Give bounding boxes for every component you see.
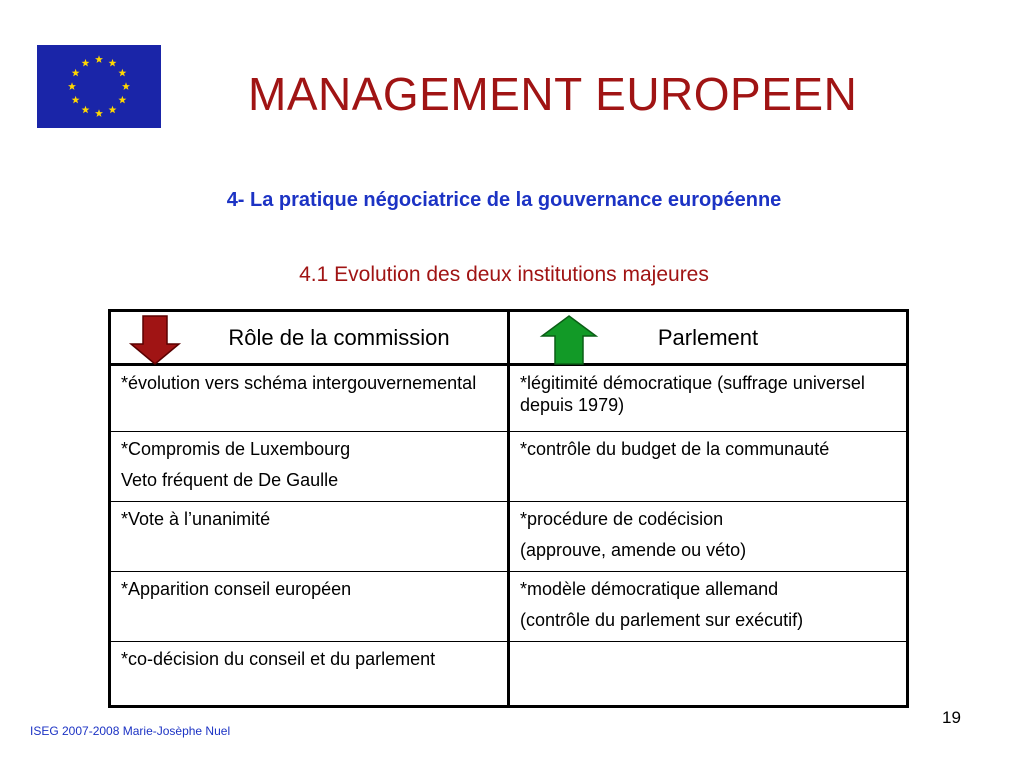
table-cell xyxy=(509,642,908,707)
cell-text: *co-décision du conseil et du parlement xyxy=(121,649,436,669)
table-cell xyxy=(509,432,908,502)
eu-flag-icon xyxy=(37,45,161,128)
table-row xyxy=(110,432,908,502)
cell-text: (approuve, amende ou véto) xyxy=(520,540,747,560)
table-row xyxy=(110,572,908,642)
cell-text: *légitimité démocratique (suffrage universel depuis 1979) xyxy=(520,373,865,415)
cell-text: *contrôle du budget de la communauté xyxy=(520,439,830,459)
slide-title: MANAGEMENT EUROPEEN xyxy=(248,68,858,120)
cell-text: *Compromis de Luxembourg xyxy=(121,439,351,459)
footer-credit: ISEG 2007-2008 Marie-Josèphe Nuel xyxy=(30,724,231,738)
cell-text: *Apparition conseil européen xyxy=(121,579,352,599)
section-heading: 4.1 Evolution des deux institutions majeures xyxy=(299,263,709,286)
header-parlement-label: Parlement xyxy=(657,324,759,350)
header-commission xyxy=(110,311,509,365)
table-cell xyxy=(509,365,908,432)
cell-text: *évolution vers schéma intergouvernemental xyxy=(121,373,477,393)
header-parlement xyxy=(509,311,908,365)
slide-subtitle: 4- La pratique négociatrice de la gouvernance européenne xyxy=(226,189,782,211)
cell-text: *procédure de codécision xyxy=(520,509,724,529)
table-cell xyxy=(110,365,509,432)
table-row xyxy=(110,642,908,707)
table-cell xyxy=(509,502,908,572)
green-up-arrow-icon xyxy=(538,314,600,366)
table-row xyxy=(110,502,908,572)
table-cell xyxy=(110,432,509,502)
table-cell xyxy=(110,502,509,572)
table-cell xyxy=(110,572,509,642)
table-cell xyxy=(110,642,509,707)
cell-text: *modèle démocratique allemand xyxy=(520,579,779,599)
header-commission-label: Rôle de la commission xyxy=(228,324,450,350)
red-down-arrow-icon xyxy=(125,314,185,366)
cell-text: Veto fréquent de De Gaulle xyxy=(121,470,339,490)
cell-text: (contrôle du parlement sur exécutif) xyxy=(520,610,804,630)
table-header-row xyxy=(110,311,908,365)
institutions-table xyxy=(108,309,909,708)
cell-text: *Vote à l’unanimité xyxy=(121,509,271,529)
page-number: 19 xyxy=(942,708,961,727)
table-cell xyxy=(509,572,908,642)
table-row xyxy=(110,365,908,432)
